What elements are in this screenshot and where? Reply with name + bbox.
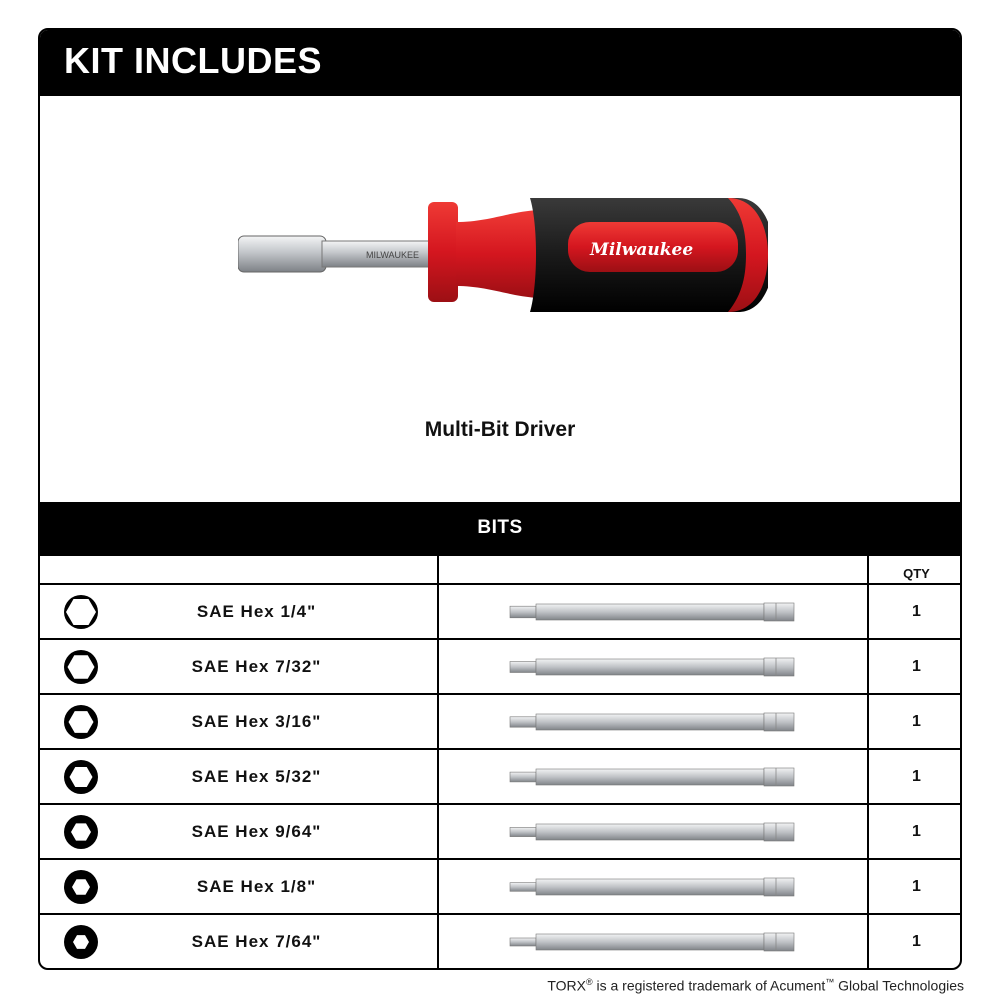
- product-hero: [40, 96, 960, 502]
- bit-image-cell: [438, 584, 868, 639]
- footnote-prefix: TORX: [547, 977, 586, 994]
- bit-qty: 1: [868, 804, 962, 859]
- header-image-cell: [438, 555, 868, 584]
- footnote-suffix: Global Technologies: [834, 977, 964, 994]
- bit-name: SAE Hex 7/32": [191, 656, 322, 676]
- hex-bit-image: [508, 931, 798, 953]
- bit-row: [40, 749, 962, 804]
- registered-mark: ®: [585, 977, 593, 987]
- bit-qty: 1: [868, 914, 962, 968]
- bit-row: [40, 859, 962, 914]
- kit-includes-panel: [38, 28, 962, 970]
- bits-table-header-row: [40, 555, 962, 584]
- bit-qty: 1: [868, 749, 962, 804]
- bit-image-cell: [438, 804, 868, 859]
- bit-name-cell: [40, 639, 438, 694]
- bit-image-cell: [438, 694, 868, 749]
- hex-bit-image: [508, 711, 798, 733]
- bit-image-cell: [438, 639, 868, 694]
- bit-name: SAE Hex 5/32": [191, 766, 322, 786]
- bit-qty: 1: [868, 859, 962, 914]
- qty-header: QTY: [868, 555, 962, 584]
- bit-row: [40, 804, 962, 859]
- bit-name-cell: [40, 694, 438, 749]
- header-name-cell: [40, 555, 438, 584]
- bit-row: [40, 584, 962, 639]
- bit-name-cell: [40, 804, 438, 859]
- bit-qty: 1: [868, 639, 962, 694]
- bit-qty: 1: [868, 694, 962, 749]
- trademark-mark: ™: [825, 977, 835, 987]
- hex-bit-image: [508, 656, 798, 678]
- bit-name: SAE Hex 7/64": [191, 931, 322, 951]
- bit-name-cell: [40, 584, 438, 639]
- bit-name: SAE Hex 9/64": [191, 821, 322, 841]
- bit-qty: 1: [868, 584, 962, 639]
- bit-image-cell: [438, 859, 868, 914]
- bit-name-cell: [40, 859, 438, 914]
- bit-row: [40, 694, 962, 749]
- hex-bit-image: [508, 601, 798, 623]
- bits-section-header: BITS: [40, 502, 960, 554]
- trademark-footnote: [547, 977, 964, 994]
- bit-name: SAE Hex 3/16": [191, 711, 322, 731]
- hex-bit-image: [508, 876, 798, 898]
- hex-bit-image: [508, 821, 798, 843]
- title-bar: [40, 30, 960, 96]
- multi-bit-driver-image: [238, 194, 768, 320]
- bit-row: [40, 914, 962, 968]
- bit-image-cell: [438, 749, 868, 804]
- bit-name-cell: [40, 749, 438, 804]
- bit-image-cell: [438, 914, 868, 968]
- footnote-middle: is a registered trademark of Acument: [592, 977, 826, 994]
- bit-name: SAE Hex 1/4": [196, 601, 317, 621]
- product-label: Multi-Bit Driver: [424, 418, 576, 441]
- bits-table: [40, 554, 962, 968]
- page-title: KIT INCLUDES: [64, 40, 322, 81]
- shaft-brand-text: MILWAUKEE: [366, 250, 420, 260]
- bit-row: [40, 639, 962, 694]
- hex-bit-image: [508, 766, 798, 788]
- bit-name: SAE Hex 1/8": [196, 876, 317, 896]
- bit-name-cell: [40, 914, 438, 968]
- handle-brand-logo: Milwaukee: [590, 240, 694, 260]
